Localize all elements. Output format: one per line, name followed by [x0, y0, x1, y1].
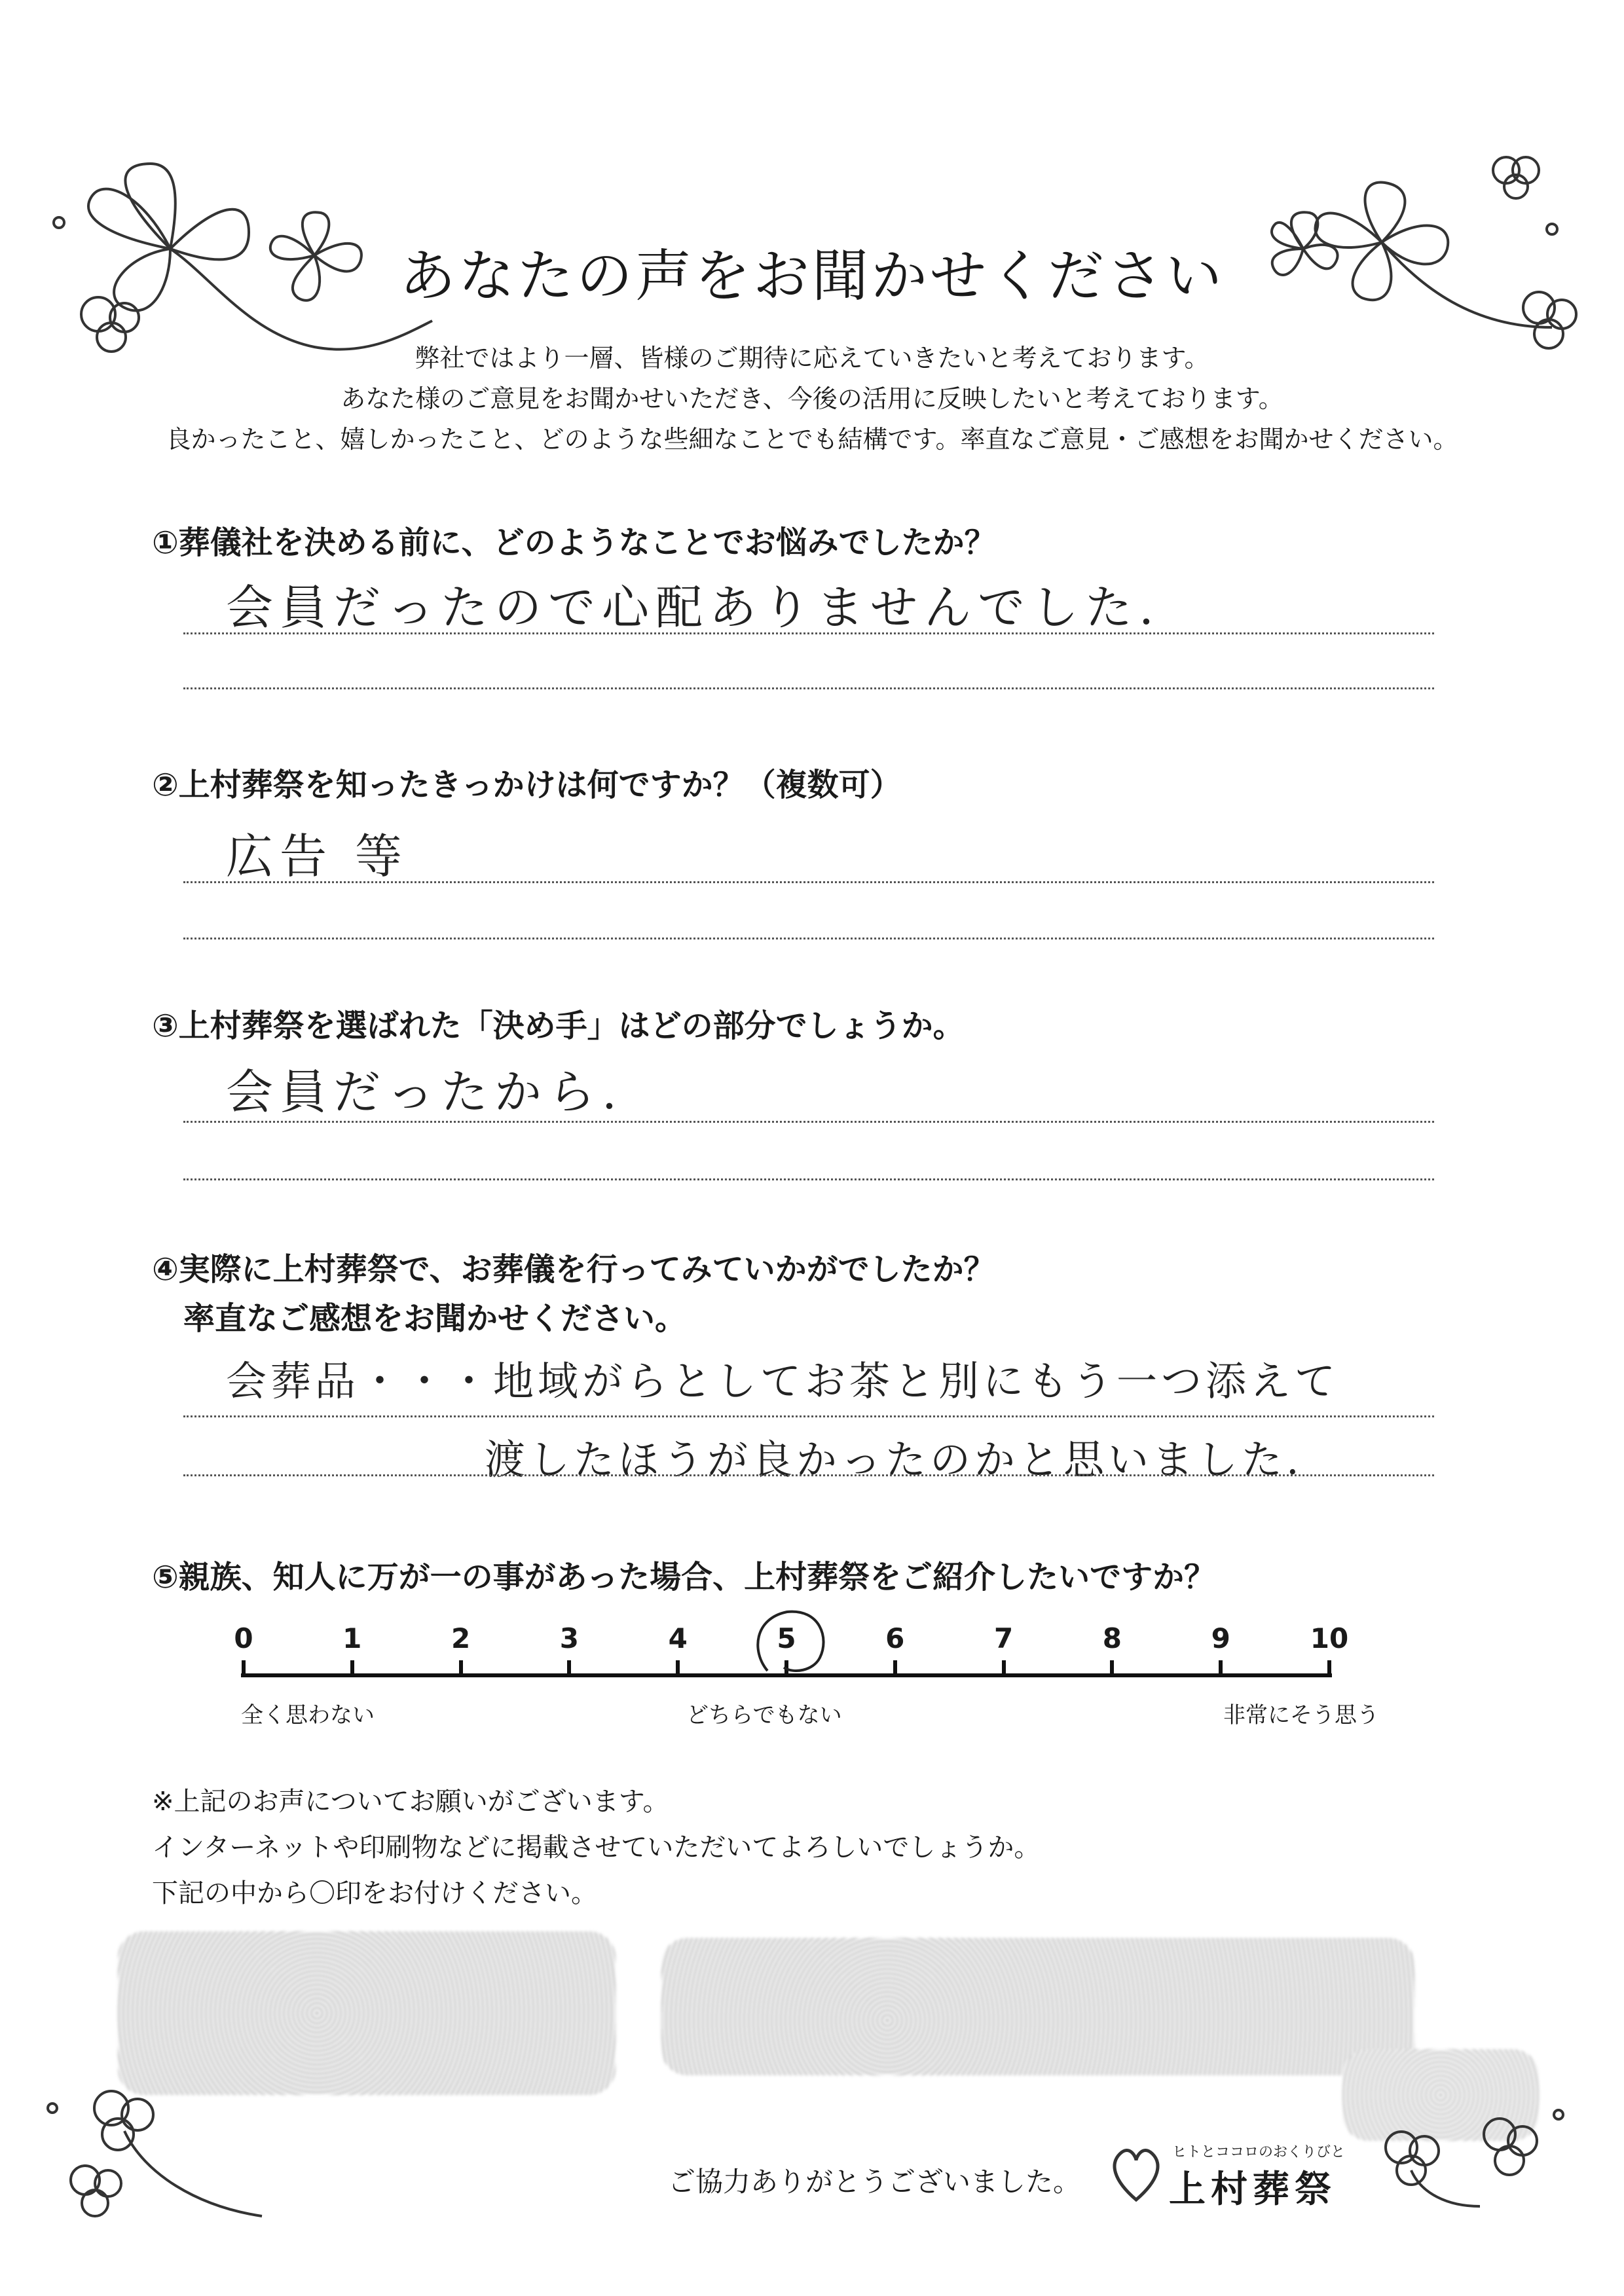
permission-note-2: インターネットや印刷物などに掲載させていただいてよろしいでしょうか。	[152, 1832, 1041, 1863]
answer-line	[183, 632, 1434, 634]
scale-tick-label[interactable]: 1	[342, 1622, 362, 1654]
answer-line	[183, 881, 1434, 883]
answer-line	[183, 1121, 1434, 1123]
answer-line	[183, 1474, 1434, 1476]
question-4-sublabel: 率直なご感想をお聞かせください。	[183, 1300, 687, 1337]
scale-tick-label[interactable]: 5	[777, 1622, 796, 1654]
selected-value-circle	[748, 1605, 833, 1677]
answer-line	[183, 1415, 1434, 1417]
intro-line-1: 弊社ではより一層、皆様のご期待に応えていきたいと考えております。	[415, 344, 1209, 373]
scale-tick-mark	[459, 1660, 463, 1677]
scale-tick-label[interactable]: 6	[885, 1622, 905, 1654]
scale-tick-mark	[1219, 1660, 1223, 1677]
scale-tick-label[interactable]: 2	[451, 1622, 471, 1654]
scale-tick-mark	[1327, 1660, 1331, 1677]
scale-tick-label[interactable]: 3	[559, 1622, 579, 1654]
question-1-answer: 会員だったので心配ありませんでした.	[226, 580, 1160, 635]
scale-tick-label[interactable]: 7	[993, 1622, 1014, 1654]
scale-tick-mark	[567, 1660, 571, 1677]
company-tagline: ヒトとココロのおくりびと	[1172, 2144, 1346, 2160]
question-1-label: ①葬儀社を決める前に、どのようなことでお悩みでしたか？	[152, 524, 996, 561]
scale-low-label: 全く思わない	[241, 1702, 375, 1728]
thank-you-message: ご協力ありがとうございました。	[668, 2166, 1081, 2198]
clover-decoration-bottom-right	[1349, 2095, 1585, 2239]
scale-tick-label[interactable]: 8	[1102, 1622, 1122, 1654]
answer-line	[183, 687, 1434, 689]
scale-tick-label[interactable]: 9	[1211, 1622, 1230, 1654]
scale-tick-label[interactable]: 4	[668, 1622, 688, 1654]
question-4-answer-line-1: 会葬品・・・地域がらとしてお茶と別にもう一つ添えて	[226, 1357, 1340, 1405]
clover-decoration-bottom-left	[39, 2069, 275, 2239]
question-3-label: ③上村葬祭を選ばれた「決め手」はどの部分でしょうか。	[152, 1008, 965, 1044]
company-logo-text: 上村葬祭	[1169, 2168, 1337, 2211]
scale-tick-label[interactable]: 0	[234, 1622, 253, 1654]
question-3-answer: 会員だったから.	[226, 1065, 623, 1120]
scale-tick-mark	[1002, 1660, 1006, 1677]
question-4-answer-line-2: 渡したほうが良かったのかと思いました.	[485, 1436, 1303, 1484]
answer-line	[183, 938, 1434, 939]
redacted-area-right	[661, 1938, 1414, 2075]
scale-tick-mark	[1110, 1660, 1114, 1677]
question-2-answer: 広告 等	[226, 829, 409, 884]
scale-mid-label: どちらでもない	[686, 1702, 842, 1728]
page-title: あなたの声をお聞かせください	[399, 244, 1225, 309]
scale-tick-mark	[242, 1660, 246, 1677]
permission-note-1: ※上記のお声についてお願いがございます。	[152, 1787, 669, 1817]
scale-tick-mark	[676, 1660, 680, 1677]
scale-tick-mark	[350, 1660, 354, 1677]
intro-line-3: 良かったこと、嬉しかったこと、どのような些細なことでも結構です。率直なご意見・ご感想をお聞かせください。	[166, 425, 1458, 454]
heart-logo-icon	[1107, 2141, 1166, 2206]
scale-high-label: 非常にそう思う	[1223, 1702, 1379, 1728]
answer-line	[183, 1178, 1434, 1180]
permission-note-3: 下記の中から〇印をお付けください。	[152, 1878, 597, 1908]
scale-tick-label[interactable]: 10	[1310, 1622, 1349, 1654]
question-5-label: ⑤親族、知人に万が一の事があった場合、上村葬祭をご紹介したいですか？	[152, 1559, 1216, 1595]
question-2-label: ②上村葬祭を知ったきっかけは何ですか？（複数可）	[152, 767, 902, 803]
intro-line-2: あなた様のご意見をお聞かせいただき、今後の活用に反映したいと考えております。	[341, 384, 1283, 413]
question-4-label: ④実際に上村葬祭で、お葬儀を行ってみていかがでしたか？	[152, 1251, 995, 1288]
scale-tick-mark	[893, 1660, 897, 1677]
